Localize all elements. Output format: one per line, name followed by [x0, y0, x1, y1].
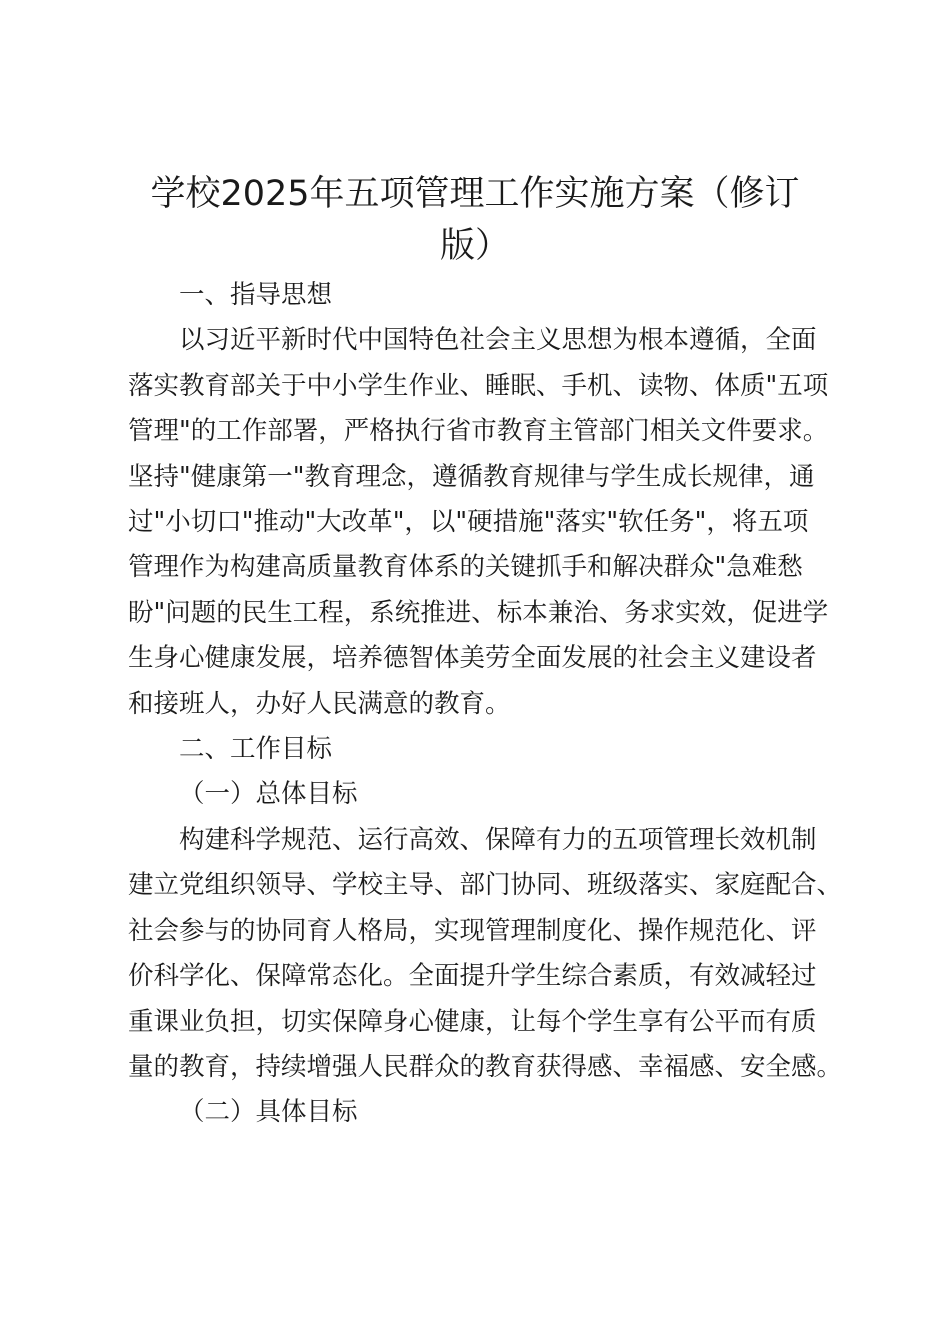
- paragraph-line: 生身心健康发展，培养德智体美劳全面发展的社会主义建设者: [128, 643, 817, 674]
- paragraph-line: 重课业负担，切实保障身心健康，让每个学生享有公平而有质: [128, 1006, 817, 1037]
- paragraph-line: 价科学化、保障常态化。全面提升学生综合素质，有效减轻过: [128, 961, 817, 992]
- paragraph-line: 过"小切口"推动"大改革"，以"硬措施"落实"软任务"，将五项: [128, 507, 809, 538]
- paragraph-line: 以习近平新时代中国特色社会主义思想为根本遵循，全面: [179, 325, 817, 356]
- paragraph-line: 社会参与的协同育人格局，实现管理制度化、操作规范化、评: [128, 915, 817, 946]
- document-body: [128, 273, 843, 1136]
- paragraph-line: 和接班人，办好人民满意的教育。: [128, 688, 511, 719]
- subsection-heading-specific-goals: （二）具体目标: [179, 1097, 358, 1128]
- subsection-heading-overall-goal: （一）总体目标: [179, 779, 358, 810]
- paragraph-line: 落实教育部关于中小学生作业、睡眠、手机、读物、体质"五项: [128, 370, 829, 401]
- paragraph-overall-goal: [128, 818, 843, 1090]
- paragraph-line: 管理"的工作部署，严格执行省市教育主管部门相关文件要求。: [128, 416, 829, 447]
- paragraph-line: 构建科学规范、运行高效、保障有力的五项管理长效机制: [179, 824, 817, 855]
- paragraph-line: 盼"问题的民生工程，系统推进、标本兼治、务求实效，促进学: [128, 597, 829, 628]
- section-heading-guiding-ideology: 一、指导思想: [179, 280, 333, 310]
- paragraph-line: 量的教育，持续增强人民群众的教育获得感、幸福感、安全感。: [128, 1051, 843, 1082]
- document-title: 学校2025年五项管理工作实施方案（修订版）: [150, 174, 800, 266]
- section-heading-work-goals: 二、工作目标: [179, 734, 333, 765]
- paragraph-guiding-ideology: [128, 318, 838, 727]
- paragraph-line: 建立党组织领导、学校主导、部门协同、班级落实、家庭配合、: [128, 870, 843, 901]
- paragraph-line: 管理作为构建高质量教育体系的关键抓手和解决群众"急难愁: [128, 552, 803, 583]
- paragraph-line: 坚持"健康第一"教育理念，遵循教育规律与学生成长规律，通: [128, 461, 815, 492]
